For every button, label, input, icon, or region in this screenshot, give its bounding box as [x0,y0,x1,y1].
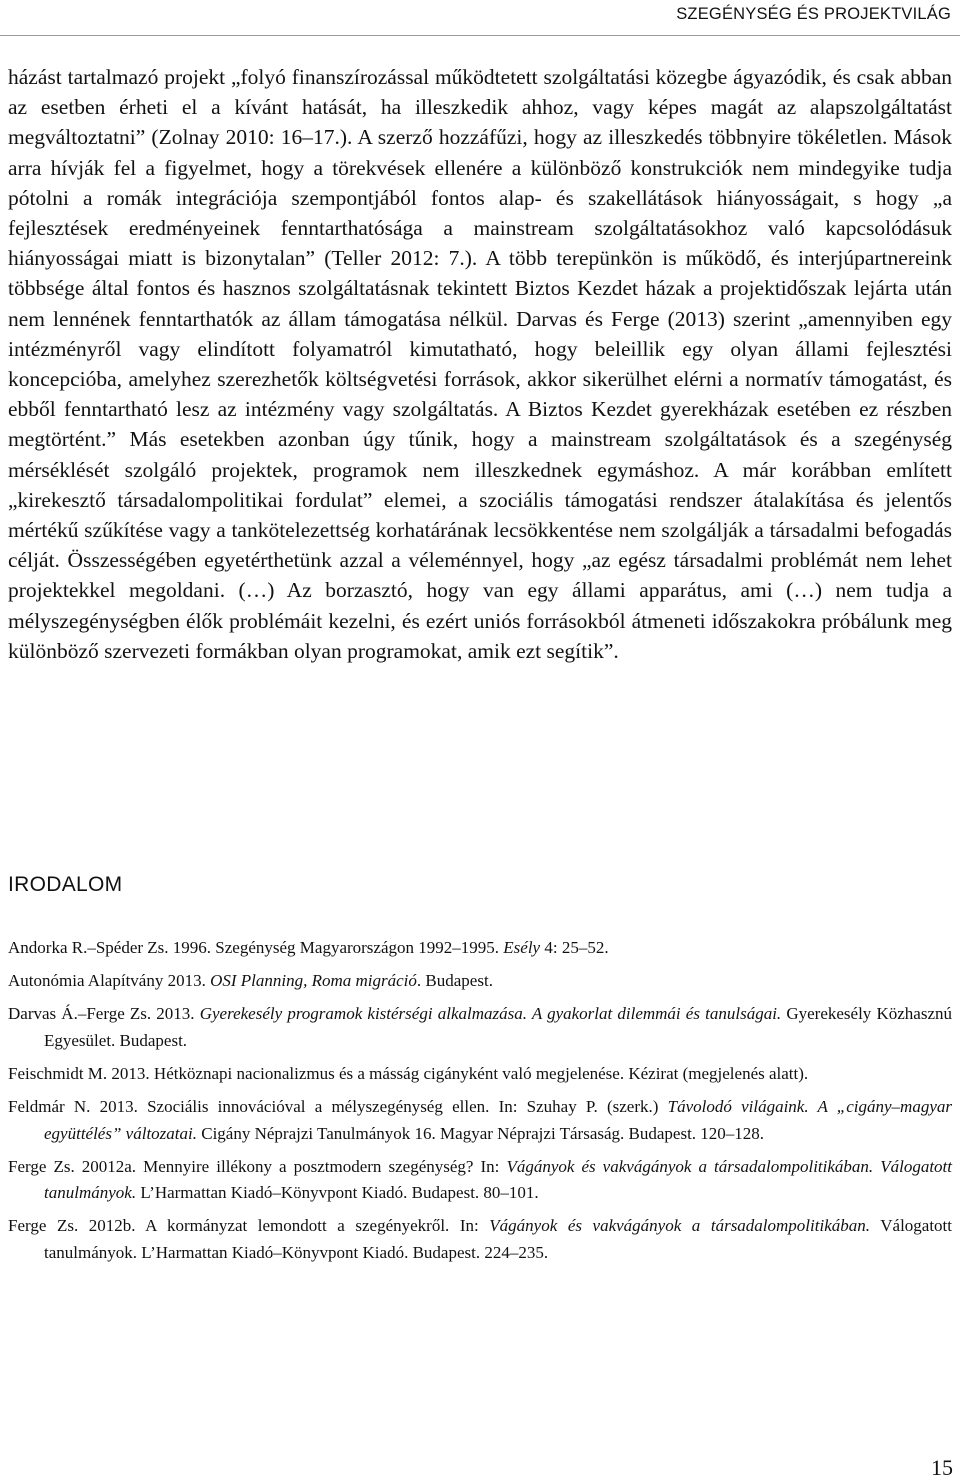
references-heading: IRODALOM [8,873,123,896]
reference-title: Esély [503,938,541,957]
reference-details: L’Harmattan Kiadó–Könyvpont Kiadó. Budapest. 80–101. [136,1183,539,1203]
reference-text: Autonómia Alapítvány 2013. [8,970,211,990]
reference-details: Cigány Néprajzi Tanulmányok 16. Magyar Néprajzi Társaság. Budapest. 120–128. [196,1123,765,1143]
body-paragraph: házást tartalmazó projekt „folyó finanszírozással működtetett szolgáltatási közegbe ágyazódik, és csak abban az esetben érheti el a kívánt hatását, ha illeszkedik ahhoz, vagy képes magát az alapszolgáltatást megváltoztatni” (Zolnay 2010: 16–17.). A szerző hozzáfűzi, hogy az illeszkedés többnyire tökéletlen. Mások arra hívják fel a figyelmet, hogy a törekvések ellenére a különböző konstrukciók nem mindegyike tudja pótolni a romák integrációja szempontjából fontos alap- és szakellátások hiányosságait, s hogy „a fejlesztések eredményeinek fenntarthatósága a mainstream szolgáltatásokhoz való kapcsolódásuk hiányosságai miatt is bizonytalan” (Teller 2012: 7.). A több terepünkön is működő, és interjúpartnereink többsége által fontos és hasznos szolgáltatásnak tekintett Biztos Kezdet házak a projektidőszak lejárta után nem lennének fenntarthatók az állam támogatása nélkül. Darvas és Ferge (2013) szerint „amennyiben egy intézményről vagy elindított folyamatról kimutatható, hogy beleillik egy olyan állami fejlesztési koncepcióba, amelyhez szerezhetők költségvetési források, akkor sikerülhet elérni a normatív támogatást, és ebből fenntartható lesz az intézmény vagy szolgáltatás. A Biztos Kezdet gyerekházak esetében ez részben megtörtént.” Más esetekben azonban úgy tűnik, hogy a mainstream szolgáltatások és a szegénység mérséklését szolgáló projektek, programok nem illeszkednek egymáshoz. A már korábban említett „kirekesztő társadalompolitikai fordulat” elemei, a szociális támogatási rendszer átalakítása és jelentős mértékű szűkítése vagy a tankötelezettség korhatárának lecsökkentése nem szolgálják a társadalmi befogadás célját. Összességében egyetérthetünk azzal a véleménnyel, hogy „az egész társadalmi problémát nem lehet projektekkel megoldani. (…) Az borzasztó, hogy van egy állami apparátus, ami (…) nem tudja a mélyszegénységben élők problémáit kezelni, és ezért uniós forrásokból átmeneti időszakokra próbálunk meg különböző szervezeti formákban olyan programokat, amik ezt segítik”. [8,65,952,663]
running-header-title: SZEGÉNYSÉG ÉS PROJEKTVILÁG [676,5,951,23]
reference-text: Feischmidt M. 2013. Hétköznapi nacionalizmus és a másság cigányként való megjelenése. Kézirat (megjelenés alatt). [8,1063,809,1083]
reference-item [8,1094,952,1148]
reference-title: OSI Planning, Roma migráció [210,970,417,990]
reference-details: Válogatott tanulmányok. L’Harmattan Kiadó–Könyvpont Kiadó. Budapest. 224–235. [44,1216,953,1263]
reference-title: Vágányok és vakvágányok a társadalompolitikában. Válogatott tanulmányok. [44,1156,952,1203]
reference-text: Darvas Á.–Ferge Zs. 2013. [8,1003,200,1023]
reference-text: Ferge Zs. 20012a. Mennyire illékony a posztmodern szegénység? In: [8,1156,507,1176]
reference-item [8,1154,952,1208]
page-number: 15 [931,1455,953,1480]
reference-text: Andorka R.–Spéder Zs. 1996. Szegénység Magyarországon 1992–1995. [8,938,504,957]
header-rule [0,35,960,36]
reference-title: Távolodó világaink. A „cigány–magyar együttélés” változatai. [44,1096,952,1143]
reference-item [8,968,952,995]
reference-list [8,935,952,1273]
reference-text: Ferge Zs. 2012b. A kormányzat lemondott a szegényekről. In: [8,1216,490,1236]
reference-details: . Budapest. [416,970,493,990]
reference-details: Gyerekesély Közhasznú Egyesület. Budapest. [44,1003,952,1050]
reference-item [8,1061,952,1088]
reference-title: Vágányok és vakvágányok a társadalompolitikában. [489,1216,870,1236]
reference-item [8,1213,952,1267]
reference-details: 4: 25–52. [540,938,609,957]
reference-title: Gyerekesély programok kistérségi alkalmazása. A gyakorlat dilemmái és tanulságai. [199,1003,782,1023]
reference-item [8,1001,952,1055]
reference-text: Feldmár N. 2013. Szociális innovációval a mélyszegénység ellen. In: Szuhay P. (szerk.) [8,1096,668,1116]
reference-item [8,935,952,962]
